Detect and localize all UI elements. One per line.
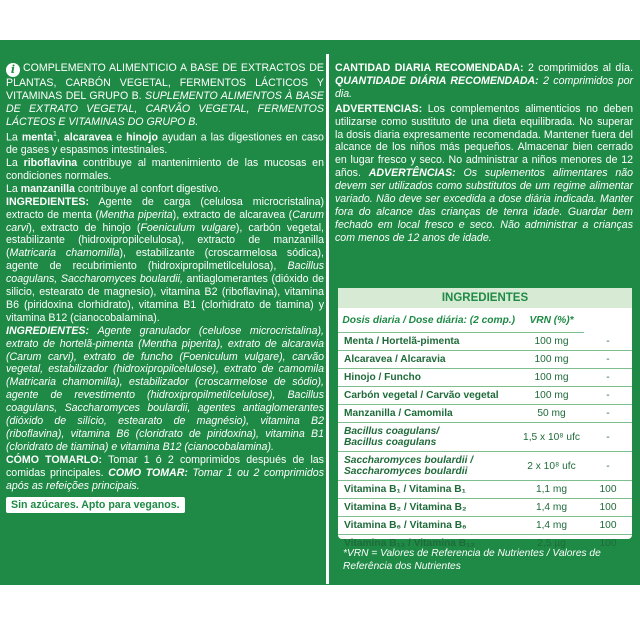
manzanilla-paragraph: La manzanilla contribuye al confort digestivo.	[6, 182, 221, 195]
sugar-free-vegan-badge: Sin azúcares. Apto para veganos.	[6, 497, 185, 514]
column-divider	[326, 54, 329, 584]
dose-header: Dosis diaria / Dose diária: (2 comp.)	[338, 308, 519, 333]
vrn-footnote: *VRN = Valores de Referencia de Nutrientes / Valores de Referência dos Nutrientes	[343, 548, 601, 572]
riboflavina-paragraph: La riboflavina contribuye al mantenimiento de las mucosas en condiciones normales.	[6, 156, 324, 182]
table-row: Saccharomyces boulardii / Saccharomyces boulardii 2 x 10⁸ ufc -	[338, 452, 632, 481]
table-row: Carbón vegetal / Carvão vegetal 100 mg -	[338, 387, 632, 405]
info-icon: i	[6, 63, 20, 77]
ingredients-es-paragraph: INGREDIENTES: Agente de carga (celulosa microcristalina) extracto de menta (Mentha piperita), extracto de alcaravea (Carum carvi), extracto de hinojo (Foeniculum vulgare), carbón vegetal, estabilizante (hidroxipropilcelulosa), extracto de manzanilla (Matricaria chamomilla), estabilizante (croscarmelosa sódica), agente de recubrimiento (hidroxipropilmetilcelulosa), Bacillus coagulans, Saccharomyces boulardii, antiaglomerantes (dióxido de silicio, estearato de magnesio), vitamina B2 (riboflavina), vitamina B6 (piridoxina clorhidrato), vitamina B1 (clorhidrato de tiamina) y vitamina B12 (cianocobalamina).	[6, 195, 325, 324]
table-row: Vitamina B₂ / Vitamina B₂ 1,4 mg 100	[338, 499, 632, 517]
table-row: Bacillus coagulans/ Bacillus coagulans 1,5 x 10⁸ ufc -	[338, 423, 632, 452]
ingredients-pt-paragraph: INGREDIENTES: Agente granulador (celulose microcristalina), extrato de hortelã-pimenta (Mentha piperita), extrato de alcaravia (Carum carvi), extrato de funcho (Foeniculum vulgare), carvão vegetal, estabilizador (hidroxipropilcelulose), extrato de camomila (Matricaria chamomilla), estabilizador (croscarmelose de sódio), agente de revestimento (hidroxipropilmetilcelulose), Bacillus coagulans, Saccharomyces boulardii, agentes antiaglomerantes (dióxido de silício, estearato de magnésio), vitamina B2 (riboflavina), vitamina B6 (cloridrato de piridoxina), vitamina B1 (cloridrato de tiamina) e vitamina B12 (cianocobalamina).	[6, 324, 324, 453]
table-row: Manzanilla / Camomila 50 mg -	[338, 405, 632, 423]
table-row: Alcaravea / Alcaravia 100 mg -	[338, 351, 632, 369]
intro-paragraph: i COMPLEMENTO ALIMENTICIO A BASE DE EXTRACTOS DE PLANTAS, CARBÓN VEGETAL, FERMENTOS LÁCTICOS Y VITAMINAS DEL GRUPO B. SUPLEMENTO ALIMENTOS À BASE DE EXTRATO VEGETAL, CARVÃO VEGETAL, FERMENTOS LÁCTEOS E VITAMINAS DO GRUPO B.	[6, 62, 324, 128]
table-row: Vitamina B₆ / Vitamina B₆ 1,4 mg 100	[338, 517, 632, 535]
recommended-daily-amount: CANTIDAD DIARIA RECOMENDADA: 2 comprimidos al día. QUANTIDADE DIÁRIA RECOMENDADA: 2 comprimidos por dia.	[335, 62, 634, 100]
vrn-header: VRN (%)*	[519, 308, 584, 333]
left-column	[6, 62, 324, 513]
table-row: Vitamina B₁₂ / Vitamina B₁₂ 2,5 µg 100	[344, 538, 617, 549]
table-row: Menta / Hortelã-pimenta 100 mg -	[338, 333, 632, 351]
right-column	[335, 62, 633, 245]
table-header-row	[338, 308, 632, 333]
warnings-paragraph: ADVERTENCIAS: Los complementos alimenticios no deben utilizarse como sustituto de una dieta equilibrada. No superar la dosis diaria expresamente recomendada. Mantener fuera del alcance de los niños más pequeños. Almacenar bien cerrado en lugar fresco y seco. No administrar a niños menores de 12 años. ADVERTÊNCIAS: Os suplementos alimentares não devem ser utilizados como substitutos de um regime alimentar variado. Não deve ser excedida a dose diária indicada. Manter fora do alcance das crianças de tenra idade. Guardar bem fechado em local fresco e seco. Não administrar a crianças com menos de 12 anos de idade.	[335, 102, 633, 244]
ingredients-table	[338, 288, 632, 549]
ingredients-table-title: INGREDIENTES	[338, 288, 632, 308]
how-to-take-paragraph: CÓMO TOMARLO: Tomar 1 ó 2 comprimidos después de las comidas principales. COMO TOMAR: Tomar 1 ou 2 comprimidos após as refeições principais.	[6, 453, 324, 492]
product-label-panel	[0, 40, 640, 585]
menta-paragraph: La menta$^1$, alcaravea e hinojo ayudan a las digestiones en caso de gases y espasmos intestinales.	[6, 130, 324, 157]
table-row: Vitamina B₁ / Vitamina B₁ 1,1 mg 100	[338, 481, 632, 499]
table-row: Hinojo / Funcho 100 mg -	[338, 369, 632, 387]
